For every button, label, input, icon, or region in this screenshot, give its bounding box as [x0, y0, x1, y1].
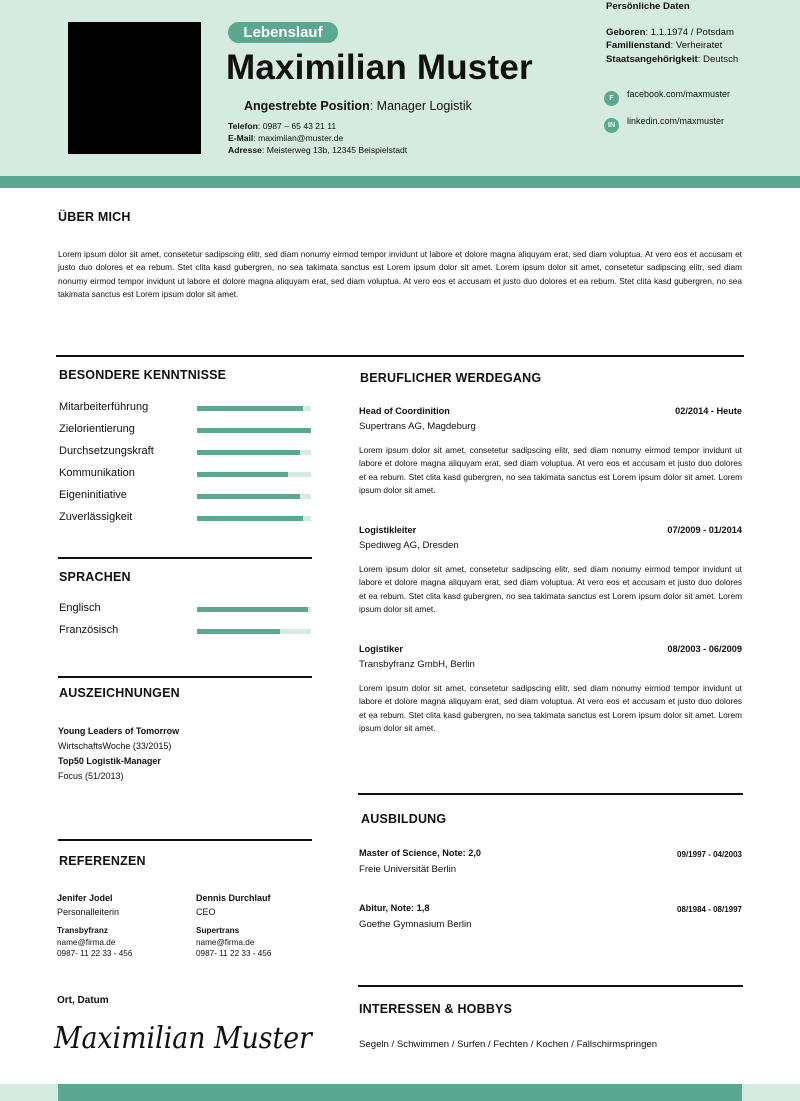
reference-role: CEO — [196, 907, 216, 917]
personal-marital-value: : Verheiratet — [670, 40, 723, 51]
signature — [52, 1012, 317, 1064]
contact-email-value: : maximiian@muster.de — [253, 133, 344, 143]
footer-accent-bar — [58, 1084, 742, 1101]
about-title: ÜBER MICH — [58, 210, 131, 224]
contact-address-value: : Meisterweg 13b, 12345 Beispielstadt — [261, 145, 408, 155]
languages-title: SPRACHEN — [59, 570, 131, 584]
job-description: Lorem ipsum dolor sit amet, consetetur sadipscing elitr, sed diam nonumy eirmod tempor invidunt ut labore et dolore magna aliquyam erat, sed diam voluptua. At vero eos et accusam et justo duo dolores et ea rebum. Stet clita kasd gubergren, no sea takimata sanctus est Lorem ipsum dolor sit amet. Lorem ipsum dolor sit amet. — [359, 564, 742, 615]
reference-role: Personalleiterin — [57, 907, 120, 917]
contact-email — [228, 132, 407, 144]
contact-phone — [228, 120, 407, 132]
language-label: Englisch — [59, 602, 101, 614]
skill-row — [59, 445, 314, 467]
personal-birth — [606, 26, 738, 40]
language-bar-fill — [197, 629, 280, 634]
personal-marital-label: Familienstand — [606, 40, 671, 51]
career-title: BERUFLICHER WERDEGANG — [360, 371, 542, 385]
reference-company: Supertrans — [196, 926, 240, 935]
skill-bar-fill — [197, 494, 300, 499]
personal-birth-value: : 1.1.1974 / Potsdam — [645, 26, 734, 38]
contact-email-label: E-Mail — [228, 133, 254, 143]
skill-bar-track — [197, 406, 311, 411]
reference-item — [196, 891, 271, 960]
skill-bar-track — [197, 494, 311, 499]
place-date-label: Ort, Datum — [57, 995, 109, 1006]
personal-birth-label: Geboren — [606, 26, 646, 38]
language-bar-fill — [197, 607, 308, 612]
education-title: AUSBILDUNG — [361, 812, 447, 826]
skill-label: Eigeninitiative — [59, 489, 127, 501]
language-bar-track — [197, 629, 311, 634]
skill-label: Kommunikation — [59, 467, 135, 479]
personal-nationality — [606, 53, 738, 67]
skill-label: Durchsetzungskraft — [59, 445, 154, 457]
skill-bar-fill — [197, 450, 300, 455]
skill-bar-fill — [197, 472, 288, 477]
signature-text: Maximilian Muster — [53, 1021, 314, 1056]
skill-bar-fill — [197, 428, 311, 433]
job-date: 07/2009 - 01/2014 — [667, 525, 742, 535]
skill-row — [59, 401, 314, 423]
reference-company: Transbyfranz — [57, 926, 108, 935]
skill-bar-track — [197, 428, 311, 433]
personal-nationality-value: : Deutsch — [697, 53, 739, 65]
linkedin-text: linkedin.com/maxmuster — [627, 115, 725, 126]
skill-bar-track — [197, 472, 311, 477]
skill-row — [59, 467, 314, 489]
job-date: 02/2014 - Heute — [675, 406, 742, 416]
linkedin-icon: IN — [604, 118, 619, 133]
interests-title: INTERESSEN & HOBBYS — [359, 1002, 513, 1016]
skill-bar-track — [197, 516, 311, 521]
reference-email: name@firma.de — [196, 937, 255, 947]
personal-marital-status — [606, 39, 738, 53]
target-position-label: Angestrebte Position — [244, 99, 370, 113]
skill-row — [59, 489, 314, 511]
language-row — [59, 602, 314, 624]
language-label: Französisch — [59, 624, 119, 636]
job-title: Logistiker — [359, 644, 403, 654]
education-school: Goethe Gymnasium Berlin — [359, 919, 472, 930]
job-company: Transbyfranz GmbH, Berlin — [359, 659, 475, 670]
awards-list — [58, 724, 179, 784]
language-row — [59, 624, 314, 646]
divider-main — [56, 355, 744, 357]
reference-phone: 0987- 11 22 33 - 456 — [57, 949, 133, 958]
job-company: Spediweg AG, Dresden — [359, 540, 459, 551]
reference-email: name@firma.de — [57, 937, 116, 947]
education-date: 09/1997 - 04/2003 — [677, 850, 742, 859]
contact-address-label: Adresse — [228, 145, 262, 155]
reference-name: Dennis Durchlauf — [196, 893, 271, 903]
contact-phone-label: Telefon — [228, 121, 258, 131]
skill-label: Zielorientierung — [59, 423, 135, 435]
profile-photo — [68, 22, 201, 154]
skill-row — [59, 511, 314, 525]
target-position-value: : Manager Logistik — [369, 99, 472, 113]
personal-data-title: Persönliche Daten — [606, 1, 690, 12]
reference-phone: 0987- 11 22 33 - 456 — [196, 949, 272, 958]
contact-address — [228, 144, 407, 156]
awards-title: AUSZEICHNUNGEN — [59, 686, 180, 700]
skill-bar-track — [197, 450, 311, 455]
award-source: Focus (51/2013) — [58, 771, 124, 781]
job-title: Logistikleiter — [359, 525, 417, 535]
job-title: Head of Coordinition — [359, 406, 450, 416]
education-date: 08/1984 - 08/1997 — [677, 905, 742, 914]
references-title: REFERENZEN — [59, 854, 146, 868]
job-date: 08/2003 - 06/2009 — [667, 644, 742, 654]
facebook-icon: F — [604, 91, 619, 106]
skill-bar-fill — [197, 516, 303, 521]
personal-nationality-label: Staatsangehörigkeit — [606, 53, 698, 65]
skills-title: BESONDERE KENNTNISSE — [59, 368, 227, 382]
personal-data — [606, 0, 738, 66]
interests-text: Segeln / Schwimmen / Surfen / Fechten / Kochen / Fallschirmspringen — [359, 1039, 658, 1050]
job-company: Supertrans AG, Magdeburg — [359, 421, 476, 432]
facebook-text: facebook.com/maxmuster — [627, 88, 731, 99]
divider-languages — [58, 676, 312, 678]
facebook-link[interactable] — [604, 88, 731, 106]
linkedin-link[interactable] — [604, 115, 725, 133]
document-type-badge: Lebenslauf — [228, 22, 338, 43]
reference-name: Jenifer Jodel — [57, 893, 113, 903]
award-name: Young Leaders of Tomorrow — [58, 726, 180, 736]
education-school: Freie Universität Berlin — [359, 864, 457, 875]
education-title: Abitur, Note: 1,8 — [359, 903, 430, 913]
divider-skills — [58, 557, 312, 559]
contact-phone-value: : 0987 – 65 43 21 11 — [257, 121, 337, 131]
reference-item — [57, 891, 132, 960]
divider-awards — [58, 839, 312, 841]
contact-details — [228, 120, 407, 156]
divider-education — [358, 985, 743, 987]
full-name: Maximilian Muster — [226, 48, 533, 87]
skill-row — [59, 423, 314, 445]
skill-label: Mitarbeiterführung — [59, 401, 149, 413]
skill-label: Zuverlässigkeit — [59, 511, 133, 523]
job-description: Lorem ipsum dolor sit amet, consetetur sadipscing elitr, sed diam nonumy eirmod tempor invidunt ut labore et dolore magna aliquyam erat, sed diam voluptua. At vero eos et accusam et justo duo dolores et ea rebum. Stet clita kasd gubergren, no sea takimata sanctus est Lorem ipsum dolor sit amet. Lorem ipsum dolor sit amet. — [359, 445, 742, 496]
education-title: Master of Science, Note: 2,0 — [359, 848, 482, 858]
header-accent-band — [0, 176, 800, 188]
job-description: Lorem ipsum dolor sit amet, consetetur sadipscing elitr, sed diam nonumy eirmod tempor invidunt ut labore et dolore magna aliquyam erat, sed diam voluptua. At vero eos et accusam et justo duo dolores et ea rebum. Stet clita kasd gubergren, no sea takimata sanctus est Lorem ipsum dolor sit amet. Lorem ipsum dolor sit amet. — [359, 683, 742, 734]
award-source: WirtschaftsWoche (33/2015) — [58, 741, 172, 751]
about-text: Lorem ipsum dolor sit amet, consetetur sadipscing elitr, sed diam nonumy eirmod tempor invidunt ut labore et dolore magna aliquyam erat, sed diam voluptua. At vero eos et accusam et justo duo dolores et ea rebum. Stet clita kasd gubergren, no sea takimata sanctus est Lorem ipsum dolor sit amet. Lorem ipsum dolor sit amet, consetetur sadipscing elitr, sed diam nonumy eirmod tempor invidunt ut labore et dolore magna aliquyam erat, sed diam voluptua. At vero eos et accusam et justo duo dolores et ea rebum. Stet clita kasd gubergren, no sea takimata sanctus est Lorem ipsum dolor sit amet. — [58, 249, 742, 300]
language-bar-track — [197, 607, 311, 612]
divider-career — [358, 793, 743, 795]
award-name: Top50 Logistik-Manager — [58, 756, 161, 766]
skill-bar-fill — [197, 406, 303, 411]
target-position — [244, 99, 472, 113]
